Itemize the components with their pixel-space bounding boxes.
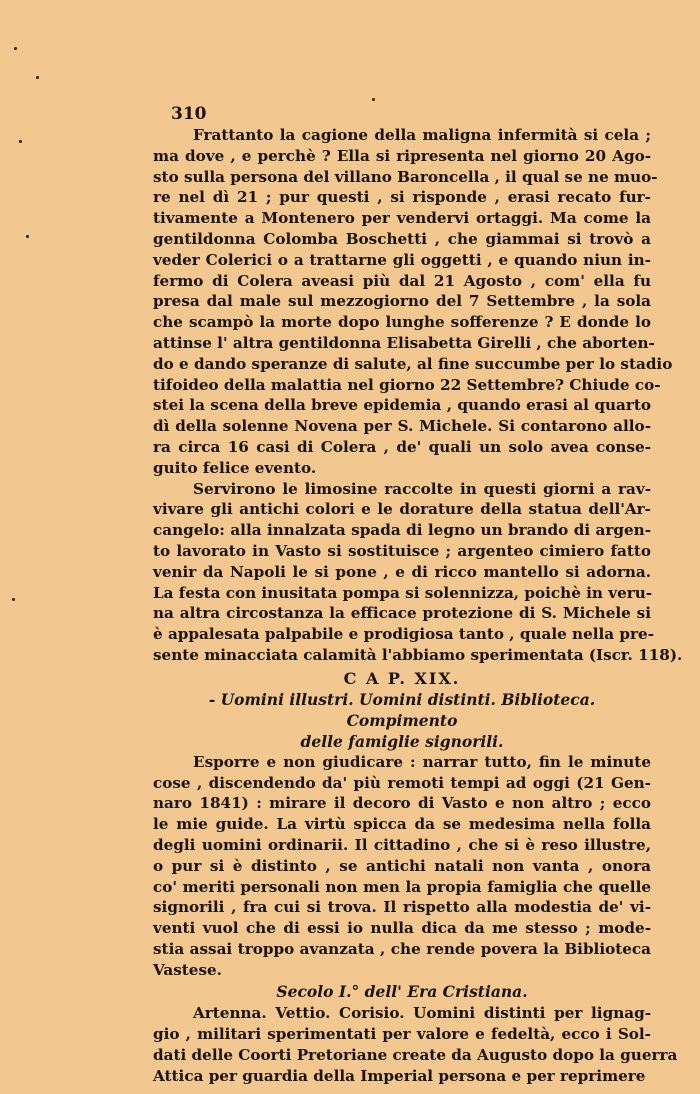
text-line: stia assai troppo avanzata , che rende povera la Biblioteca bbox=[153, 939, 651, 958]
text-line: guito felice evento. bbox=[153, 458, 317, 477]
margin-speck bbox=[14, 47, 17, 50]
margin-speck bbox=[19, 140, 22, 143]
text-line: presa dal male sul mezzogiorno del 7 Settembre , la sola bbox=[153, 292, 651, 311]
text-line: Servirono le limosine raccolte in questi giorni a rav- bbox=[193, 479, 651, 498]
text-line: to lavorato in Vasto si sostituisce ; argenteo cimiero fatto bbox=[153, 541, 651, 560]
text-line: stei la scena della breve epidemia , quando erasi al quarto bbox=[153, 396, 651, 415]
chapter-heading: C A P. XIX. bbox=[343, 668, 461, 688]
text-line: che scampò la morte dopo lunghe sofferenze ? E donde lo bbox=[153, 313, 651, 332]
paragraph-2 bbox=[153, 479, 683, 666]
text-line: cose , discendendo da' più remoti tempi ad oggi (21 Gen- bbox=[153, 773, 651, 792]
text-line: Attica per guardia della Imperial persona e per reprimere bbox=[153, 1066, 646, 1085]
text-line: na altra circostanza la efficace protezione di S. Michele si bbox=[153, 604, 651, 623]
paragraph-3 bbox=[153, 752, 651, 981]
text-line: naro 1841) : mirare il decoro di Vasto e non altro ; ecco bbox=[153, 794, 651, 813]
book-page bbox=[153, 103, 683, 1087]
chapter-title-line-1: - Uomini illustri. Uomini distinti. Biblioteca. Compimento bbox=[208, 689, 596, 730]
margin-speck bbox=[36, 76, 39, 79]
page-number: 310 bbox=[171, 104, 207, 124]
text-line: fermo di Colera aveasi più dal 21 Agosto , com' ella fu bbox=[153, 271, 651, 290]
text-line: Frattanto la cagione della maligna infermità si cela ; bbox=[193, 126, 651, 144]
text-line: le mie guide. La virtù spicca da se medesima nella folla bbox=[153, 815, 651, 834]
text-line: Artenna. Vettio. Corisio. Uomini distinti per lignag- bbox=[193, 1004, 651, 1023]
text-line: è appalesata palpabile e prodigiosa tanto , quale nella pre- bbox=[153, 625, 655, 644]
text-line: dì della solenne Novena per S. Michele. Si contarono allo- bbox=[153, 417, 651, 436]
text-line: venir da Napoli le si pone , e di ricco mantello si adorna. bbox=[153, 562, 651, 581]
paragraph-1 bbox=[153, 125, 673, 479]
text-line: co' meriti personali non men la propia famiglia che quelle bbox=[153, 877, 651, 896]
margin-speck bbox=[372, 98, 375, 101]
text-line: tifoideo della malattia nel giorno 22 Settembre? Chiude co- bbox=[153, 375, 661, 394]
text-line: ra circa 16 casi di Colera , de' quali un solo avea conse- bbox=[153, 437, 651, 456]
text-line: venti vuol che di essi io nulla dica da me stesso ; mode- bbox=[153, 919, 651, 938]
text-line: gio , militari sperimentati per valore e fedeltà, ecco i Sol- bbox=[153, 1025, 651, 1044]
text-line: veder Colerici o a trattarne gli oggetti , e quando niun in- bbox=[153, 250, 651, 269]
chapter-title-line-2: delle famiglie signorili. bbox=[300, 731, 504, 751]
text-line: tivamente a Montenero per vendervi ortaggi. Ma come la bbox=[153, 209, 651, 228]
text-line: gentildonna Colomba Boschetti , che giammai si trovò a bbox=[153, 229, 651, 248]
text-line: do e dando speranze di salute, al fine succumbe per lo stadio bbox=[153, 354, 673, 373]
text-line: re nel dì 21 ; pur questi , si risponde , erasi recato fur- bbox=[153, 188, 651, 207]
text-line: dati delle Coorti Pretoriane create da Augusto dopo la guerra bbox=[153, 1046, 678, 1065]
text-line: signorili , fra cui si trova. Il rispetto alla modestia de' vi- bbox=[153, 898, 651, 917]
text-line: degli uomini ordinarii. Il cittadino , che si è reso illustre, bbox=[153, 835, 651, 854]
text-line: attinse l' altra gentildonna Elisabetta Girelli , che aborten- bbox=[153, 333, 655, 352]
text-line: cangelo: alla innalzata spada di legno un brando di argen- bbox=[153, 521, 651, 540]
text-line: o pur si è distinto , se antichi natali non vanta , onora bbox=[153, 856, 651, 875]
margin-speck bbox=[26, 235, 29, 238]
text-line: sto sulla persona del villano Baroncella , il qual se ne muo- bbox=[153, 167, 658, 186]
text-line: La festa con inusitata pompa si solennizza, poichè in veru- bbox=[153, 583, 653, 602]
margin-speck bbox=[12, 598, 15, 601]
century-heading: Secolo I.° dell' Era Cristiana. bbox=[276, 982, 528, 1002]
text-line: sente minacciata calamità l'abbiamo sperimentata (Iscr. 118). bbox=[153, 645, 683, 664]
text-line: Esporre e non giudicare : narrar tutto, fin le minute bbox=[193, 752, 651, 771]
paragraph-4 bbox=[153, 1003, 678, 1086]
text-line: vivare gli antichi colori e le dorature della statua dell'Ar- bbox=[153, 500, 651, 519]
text-line: ma dove , e perchè ? Ella si ripresenta nel giorno 20 Ago- bbox=[153, 146, 651, 165]
text-line: Vastese. bbox=[153, 960, 222, 979]
